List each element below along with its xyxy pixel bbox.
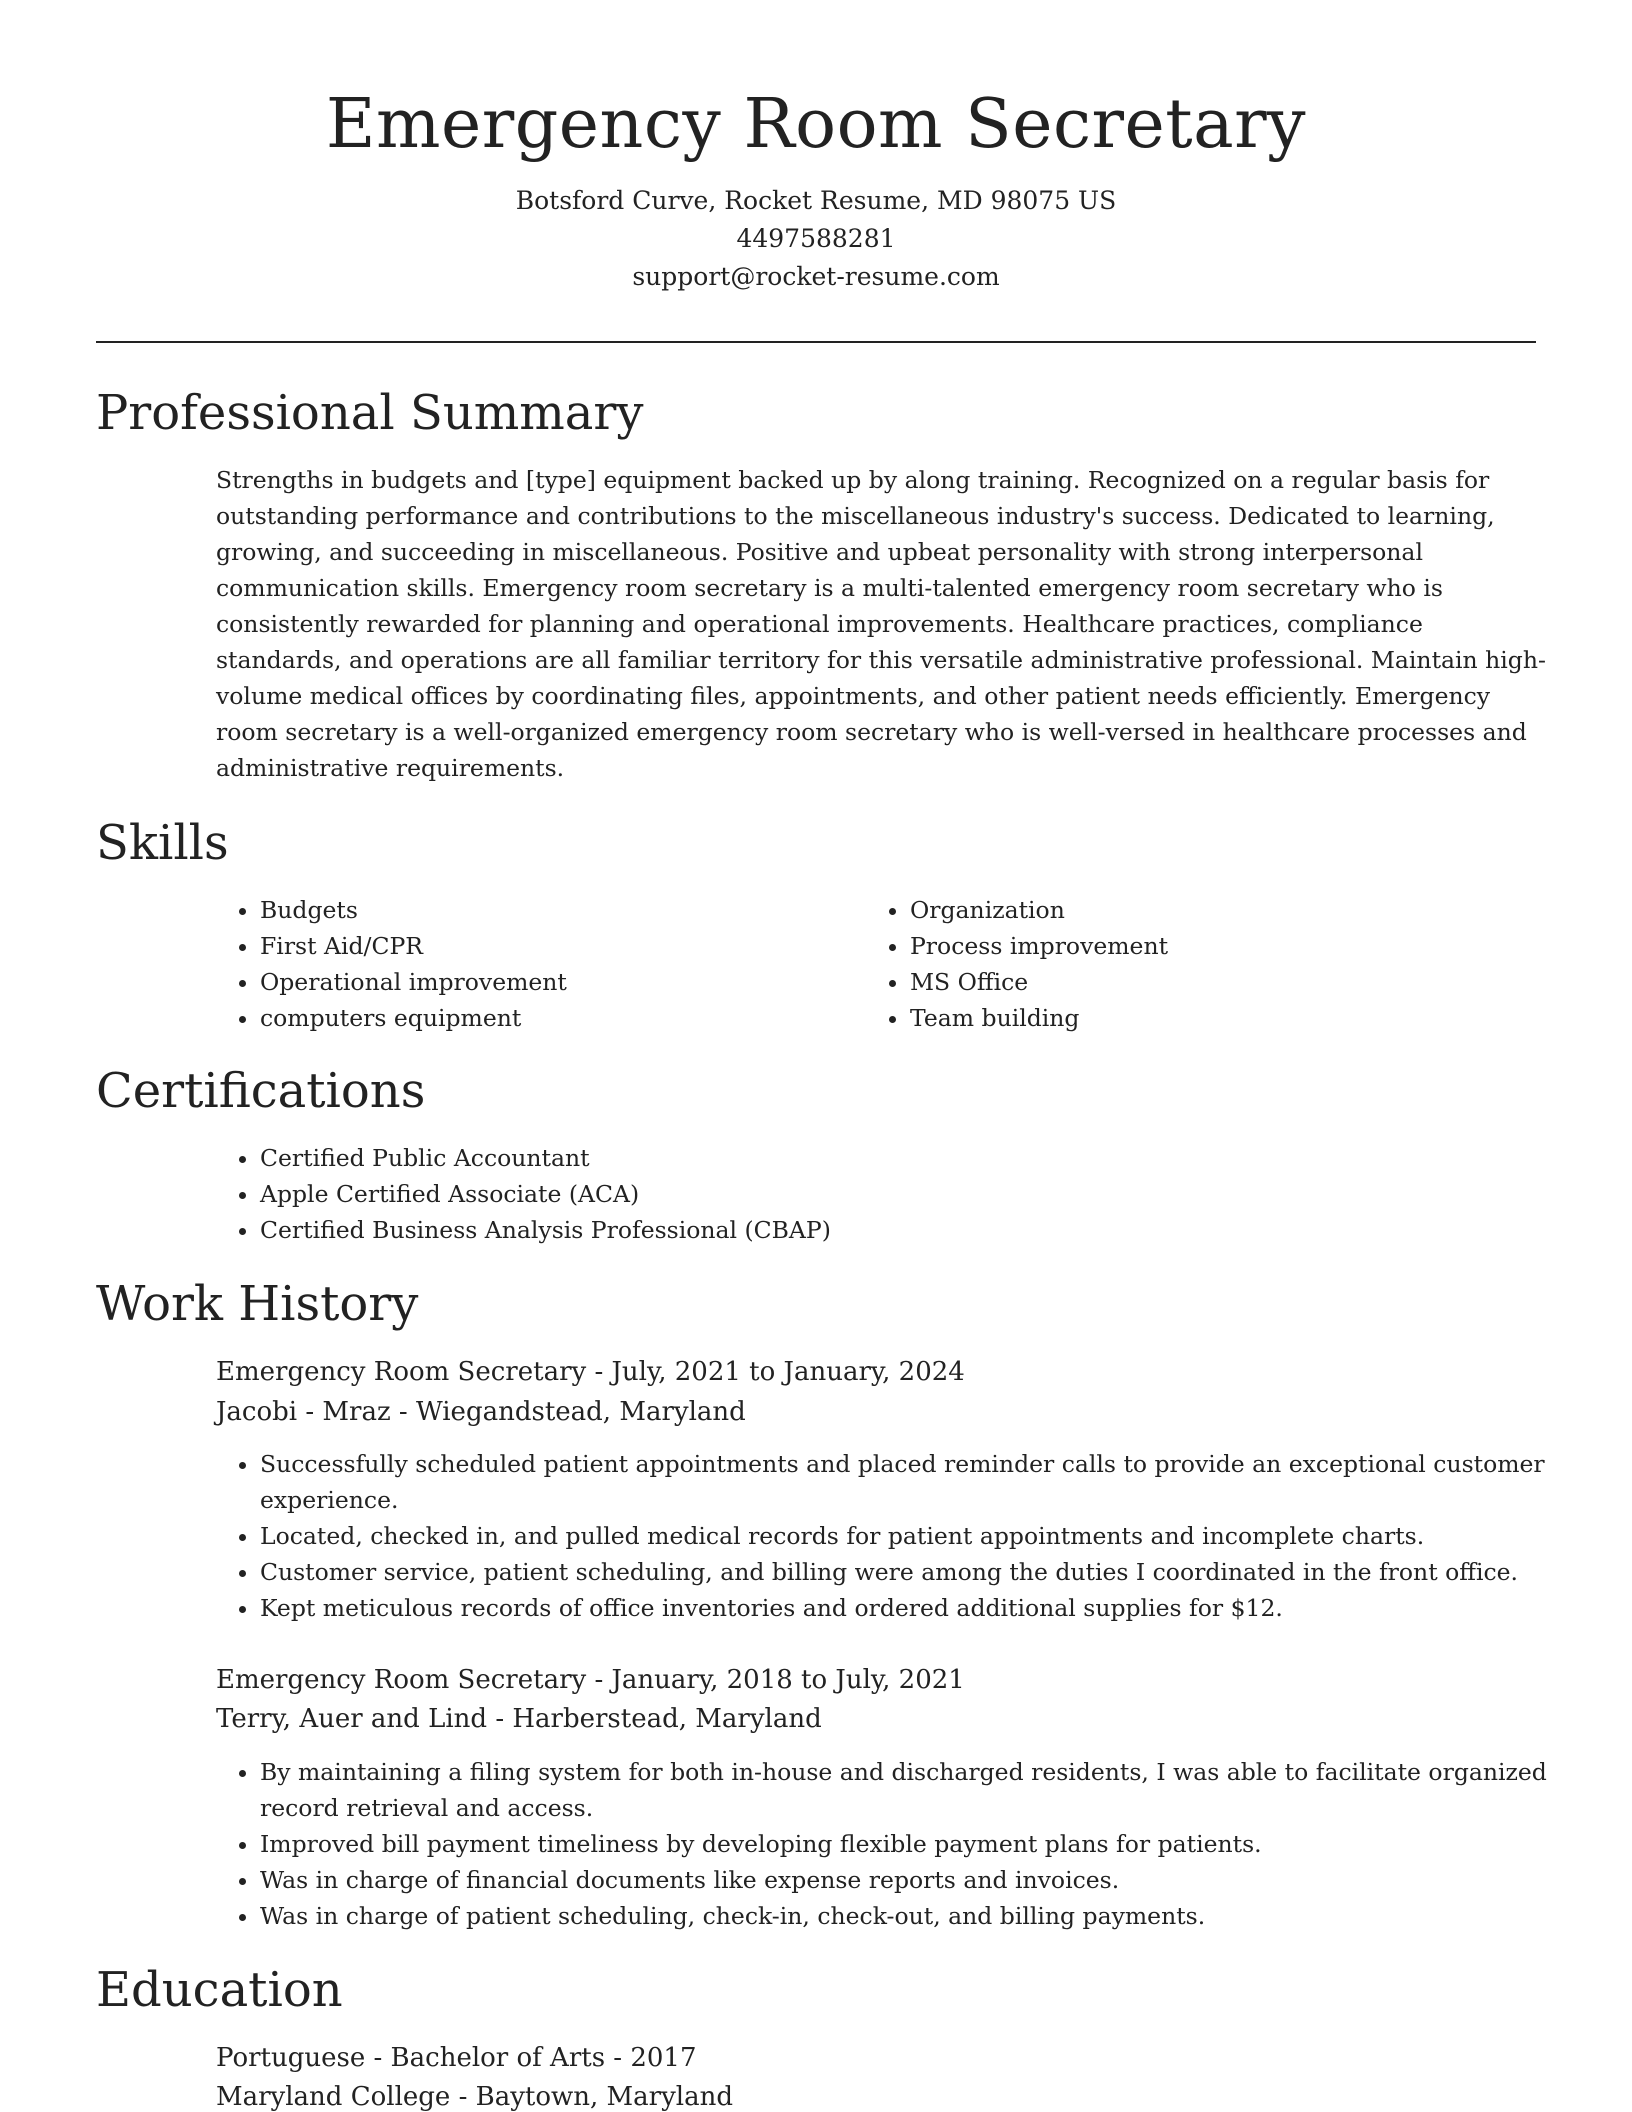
candidate-name: Emergency Room Secretary <box>325 85 1307 164</box>
certifications-list <box>216 1140 1560 1248</box>
skill-item: • First Aid/CPR <box>260 928 860 964</box>
job-duty-item: • Located, checked in, and pulled medical records for patient appointments and incomplete charts. <box>260 1518 1590 1554</box>
certification-item: • Certified Public Accountant <box>260 1140 1560 1176</box>
job-duties-list <box>216 1446 1590 1626</box>
skill-item: • Budgets <box>260 892 860 928</box>
job-duty-item: • Successfully scheduled patient appointments and placed reminder calls to provide an exceptional customer experience. <box>260 1446 1590 1518</box>
certification-item: • Certified Business Analysis Professional (CBAP) <box>260 1212 1560 1248</box>
job-employer: Jacobi - Mraz - Wiegandstead, Maryland <box>216 1397 746 1427</box>
contact-address: Botsford Curve, Rocket Resume, MD 98075 US <box>515 186 1117 215</box>
skill-item: • Organization <box>910 892 1510 928</box>
skills-list-right <box>866 892 1510 1036</box>
job-duty-item: • Was in charge of financial documents like expense reports and invoices. <box>260 1862 1590 1898</box>
section-title-work-history: Work History <box>96 1276 419 1332</box>
education-degree: Portuguese - Bachelor of Arts - 2017 <box>216 2043 697 2073</box>
section-title-education: Education <box>96 1962 343 2018</box>
skill-item: • Team building <box>910 1000 1510 1036</box>
job-heading: Emergency Room Secretary - January, 2018 to July, 2021 <box>216 1665 965 1695</box>
section-title-skills: Skills <box>96 815 229 871</box>
resume-header <box>96 80 1536 296</box>
skills-list-left <box>216 892 860 1036</box>
skill-item: • Process improvement <box>910 928 1510 964</box>
job-duty-item: • Customer service, patient scheduling, and billing were among the duties I coordinated in the front office. <box>260 1554 1590 1590</box>
job-duties-list <box>216 1754 1590 1934</box>
job-duty-item: • Kept meticulous records of office inventories and ordered additional supplies for $12. <box>260 1590 1590 1626</box>
job-duty-item: • By maintaining a filing system for both in-house and discharged residents, I was able to facilitate organized record retrieval and access. <box>260 1754 1590 1826</box>
section-title-summary: Professional Summary <box>96 385 644 441</box>
section-title-certifications: Certifications <box>96 1063 426 1119</box>
skill-item: • Operational improvement <box>260 964 860 1000</box>
skill-item: • computers equipment <box>260 1000 860 1036</box>
contact-phone: 4497588281 <box>736 224 896 253</box>
contact-email: support@rocket-resume.com <box>632 262 1000 291</box>
header-divider <box>96 341 1536 343</box>
summary-text: Strengths in budgets and [type] equipment backed up by along training. Recognized on a regular basis for outstanding performance and contributions to the miscellaneous industry's success. Dedicated to learning, growing, and succeeding in miscellaneous. Positive and upbeat personality with strong interpersonal communication skills. Emergency room secretary is a multi-talented emergency room secretary who is consistently rewarded for planning and operational improvements. Healthcare practices, compliance standards, and operations are all familiar territory for this versatile administrative professional. Maintain high-volume medical offices by coordinating files, appointments, and other patient needs efficiently. Emergency room secretary is a well-organized emergency room secretary who is well-versed in healthcare processes and administrative requirements. <box>216 466 1546 782</box>
job-heading: Emergency Room Secretary - July, 2021 to January, 2024 <box>216 1357 965 1387</box>
education-school: Maryland College - Baytown, Maryland <box>216 2082 733 2112</box>
job-duty-item: • Improved bill payment timeliness by developing flexible payment plans for patients. <box>260 1826 1590 1862</box>
certification-item: • Apple Certified Associate (ACA) <box>260 1176 1560 1212</box>
skill-item: • MS Office <box>910 964 1510 1000</box>
job-duty-item: • Was in charge of patient scheduling, check-in, check-out, and billing payments. <box>260 1898 1590 1934</box>
job-employer: Terry, Auer and Lind - Harberstead, Maryland <box>216 1704 822 1734</box>
